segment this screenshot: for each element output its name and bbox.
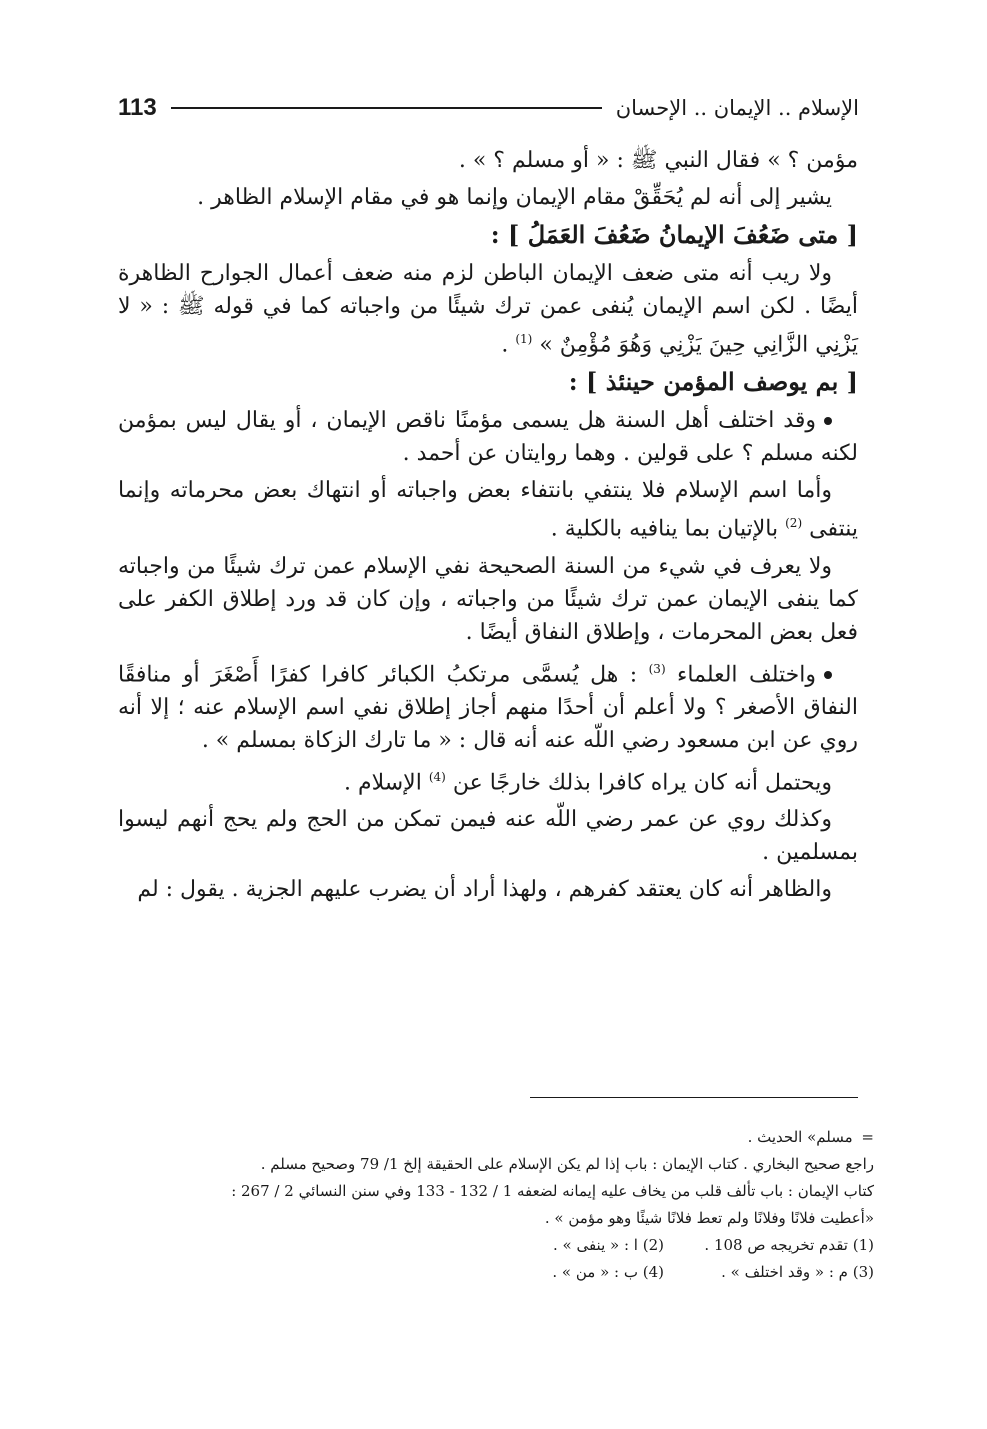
continuation-mark: = (861, 1128, 874, 1146)
paragraph: والظاهر أنه كان يعتقد كفرهم ، ولهذا أراد أن يضرب عليهم الجزية . يقول : لم (137, 877, 832, 903)
paragraph-text: ولا ريب أنه متى ضعف الإيمان الباطن لزم منه ضعف أعمال الجوارح الظاهرة أيضًا . لكن اسم الإيمان يُنفى عمن ترك شيئًا من واجباته كما في قوله ﷺ : « لا يَزْنِي الزَّانِي حِينَ يَزْنِي وَهُوَ مُؤْمِنٌ » (118, 261, 858, 358)
footnote-3: (3) م : « وقد اختلف » . (721, 1263, 874, 1281)
running-title: الإسلام .. الإيمان .. الإحسان (615, 96, 859, 120)
footnotes (118, 1124, 874, 1286)
paragraph-text: واختلف العلماء (677, 661, 816, 687)
footnote-row (118, 1232, 874, 1259)
paragraph-text: . (501, 332, 516, 358)
bullet-icon (824, 417, 832, 425)
footnote-text: راجع صحيح البخاري . كتاب الإيمان : باب إذا لم يكن الإسلام على الحقيقة إلخ 1/ 79 وصحيح مسلم . (260, 1155, 874, 1173)
paragraph: يشير إلى أنه لم يُحَقِّقْ مقام الإيمان وإنما هو في مقام الإسلام الظاهر . (197, 185, 832, 210)
paragraph (118, 653, 858, 757)
footnote-continuation (118, 1124, 874, 1151)
footnote-ref[interactable]: (4) (428, 769, 446, 784)
bullet-icon (824, 671, 832, 679)
section-heading: [ متى ضَعُفَ الإيمانُ ضَعُفَ العَمَلُ ] : (490, 220, 858, 249)
paragraph-text: الإسلام . (344, 770, 429, 796)
footnote-text: كتاب الإيمان : باب تألف قلب من يخاف عليه إيمانه لضعفه 1 / 132 - 133 وفي سنن النسائي 2 / 267 : (231, 1182, 874, 1200)
footnote-text: «أعطيت فلانًا وفلانًا ولم تعط فلانًا شيئًا وهو مؤمن » . (544, 1209, 874, 1227)
paragraph: وكذلك روي عن عمر رضي اللّه عنه فيمن تمكن من الحج ولم يحج أنهم ليسوا بمسلمين . (118, 807, 858, 866)
paragraph-text: بالإتيان بما ينافيه بالكلية . (550, 516, 786, 542)
paragraph-text: وقد اختلف أهل السنة هل يسمى مؤمنًا ناقص الإيمان ، أو يقال ليس بمؤمن لكنه مسلم ؟ على قولين . وهما روايتان عن أحمد . (118, 408, 858, 467)
header-rule (171, 107, 602, 109)
paragraph: ولا يعرف في شيء من السنة الصحيحة نفي الإسلام عمن ترك شيئًا من واجباته كما ينفى الإيمان عمن ترك شيئًا من واجباته ، وإن كان قد ورد إطلاق الكفر على فعل بعض المحرمات ، وإطلاق النفاق أيضًا . (118, 553, 858, 645)
paragraph: مؤمن ؟ » فقال النبي ﷺ : « أو مسلم ؟ » . (458, 148, 858, 173)
footnote-2: (2) ا : « ينفى » . (552, 1236, 664, 1254)
paragraph (118, 404, 858, 470)
paragraph-text: ويحتمل أنه كان يراه كافرا بذلك خارجًا عن (452, 770, 832, 796)
paragraph-text: وأما اسم الإسلام فلا ينتفي بانتفاء بعض واجباته أو انتهاك بعض محرماته وإنما ينتفى (118, 478, 858, 542)
footnote-ref[interactable]: (3) (648, 661, 666, 676)
footnote-rule (530, 1097, 858, 1098)
footnote-ref[interactable]: (1) (515, 332, 533, 346)
section-heading: [ بم يوصف المؤمن حينئذ ] : (568, 367, 858, 397)
footnote-row (118, 1259, 874, 1286)
page-header (118, 88, 859, 128)
footnote-ref[interactable]: (2) (785, 516, 803, 531)
footnote-text: مسلم» الحديث . (747, 1128, 853, 1146)
paragraph (118, 257, 858, 361)
paragraph (118, 761, 858, 799)
footnote-1: (1) تقدم تخريجه ص 108 . (704, 1236, 874, 1254)
footnote-4: (4) ب : « من » . (552, 1263, 664, 1281)
paragraph (118, 474, 858, 545)
paragraph-text: : هل يُسمَّى مرتكبُ الكبائر كافرا كفرًا أَصْغَرَ أو منافقًا النفاق الأصغر ؟ ولا أعلم أن أحدًا منهم أجاز إطلاق نفي اسم الإسلام عنه ؛ إلا أنه روي عن ابن مسعود رضي اللّه عنه أنه قال : « ما تارك الزكاة بمسلم » . (118, 661, 858, 753)
page-number: 113 (118, 94, 157, 121)
main-text (118, 144, 858, 910)
